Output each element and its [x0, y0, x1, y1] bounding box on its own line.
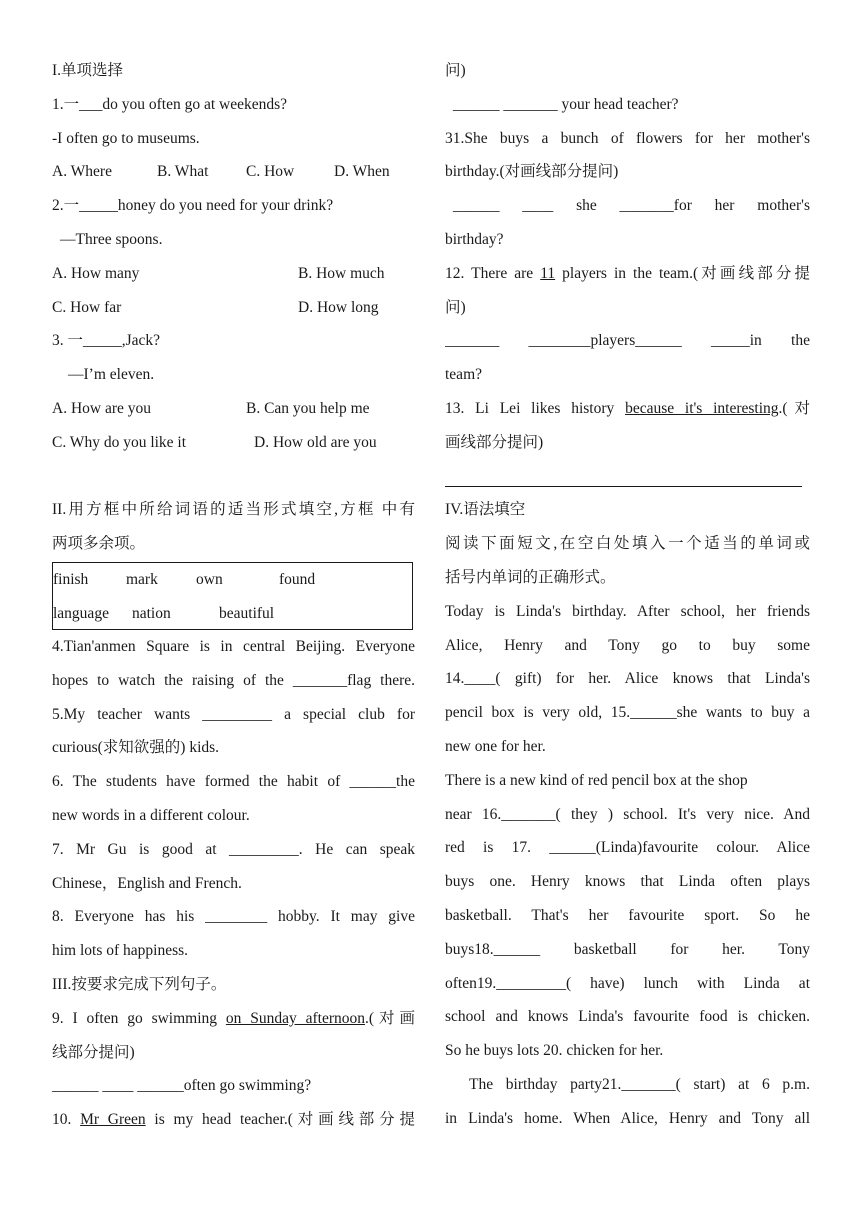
question-2-options-row-1 [52, 257, 415, 291]
section-4-intro-line-2: 括号内单词的正确形式。 [445, 568, 616, 586]
question-5-line-2: curious(求知欲强的) kids. [52, 739, 220, 757]
option-d: D. How long [298, 298, 379, 316]
passage-line: The birthday party21._______( start) at 6 p.m. [469, 1075, 810, 1093]
option-b: B. How much [298, 264, 385, 282]
word-language: language [53, 604, 109, 622]
passage-line: pencil box is very old, 15.______she wants to buy a [445, 704, 810, 722]
question-12-line-2: 问) [445, 298, 466, 316]
question-10-answer-line: ______ _______ your head teacher? [453, 95, 679, 113]
question-2-answer: —Three spoons. [60, 230, 163, 248]
question-31-line-2: birthday.(对画线部分提问) [445, 163, 619, 181]
section-4-title: IV.语法填空 [445, 501, 526, 519]
passage-line: 14.____( gift) for her. Alice knows that Linda's [445, 670, 810, 688]
question-31-line-1: 31.She buys a bunch of flowers for her mother's [445, 129, 810, 147]
question-3-options-row-1 [52, 392, 415, 426]
passage-line: So he buys lots 20. chicken for her. [445, 1042, 664, 1060]
passage-line: Today is Linda's birthday. After school, her friends [445, 602, 810, 620]
option-c: C. Why do you like it [52, 433, 187, 451]
question-7-line-2: Chinese，English and French. [52, 874, 242, 892]
question-13-line-2: 画线部分提问) [445, 433, 544, 451]
option-b: B. Can you help me [246, 399, 370, 417]
word-own: own [196, 570, 223, 588]
passage-line: basketball. That's her favourite sport. So he [445, 906, 810, 924]
section-1-title: I.单项选择 [52, 62, 124, 79]
section-3-title: III.按要求完成下列句子。 [52, 975, 227, 993]
underlined-phrase: on Sunday afternoon [225, 1009, 365, 1027]
left-column [52, 54, 415, 1137]
question-12-line-4: team? [445, 366, 483, 384]
passage-line: There is a new kind of red pencil box at the shop [445, 771, 748, 789]
passage-line: often19._________( have) lunch with Linda at [445, 974, 810, 992]
passage-line: buys18.______ basketball for her. Tony [445, 940, 810, 958]
option-d: D. How old are you [254, 433, 377, 451]
question-7-line-1: 7. Mr Gu is good at _________. He can speak [52, 840, 415, 858]
underlined-number: 11 [540, 264, 556, 282]
underlined-phrase: because it's interesting [625, 399, 779, 417]
option-a: A. How many [52, 264, 140, 282]
question-31-line-4: birthday? [445, 230, 504, 248]
question-10-line-2: 问) [445, 62, 466, 79]
word-mark: mark [126, 570, 158, 588]
passage-line: red is 17. ______(Linda)favourite colour. Alice [445, 839, 810, 857]
question-1-options [52, 155, 415, 189]
question-8-line-1: 8. Everyone has his ________ hobby. It may give [52, 908, 415, 926]
option-a: A. Where [52, 163, 112, 181]
question-9-line-1: 9. I often go swimming on Sunday afternoon.(对画 [52, 1009, 415, 1027]
question-9-line-2: 线部分提问) [52, 1043, 135, 1061]
underlined-phrase: Mr Green [80, 1111, 146, 1129]
section-2-title-line-1: II.用方框中所给词语的适当形式填空,方框 中有 [52, 501, 415, 519]
section-2-title-line-2: 两项多余项。 [52, 535, 146, 553]
question-8-line-2: him lots of happiness. [52, 942, 189, 960]
question-3: 3. 一_____,Jack? [52, 332, 161, 350]
option-d: D. When [334, 163, 390, 181]
passage-line: school and knows Linda's favourite food is chicken. [445, 1008, 810, 1026]
question-5-line-1: 5.My teacher wants _________ a special club for [52, 705, 415, 723]
word-box [52, 562, 413, 630]
passage-line: buys one. Henry knows that Linda often plays [445, 873, 810, 891]
passage-line: Alice, Henry and Tony go to buy some [445, 636, 810, 654]
word-found: found [279, 570, 316, 588]
question-1: 1.一___do you often go at weekends? [52, 95, 288, 113]
question-13-line-1: 13. Li Lei likes history because it's interesting.(对 [445, 399, 810, 417]
question-31-answer-line: ______ ____ she _______for her mother's [453, 197, 810, 215]
question-2: 2.一_____honey do you need for your drink? [52, 197, 334, 215]
option-b: B. What [157, 163, 209, 181]
option-a: A. How are you [52, 399, 152, 417]
option-c: C. How far [52, 298, 122, 316]
question-3-options-row-2 [52, 426, 415, 460]
question-6-line-1: 6. The students have formed the habit of ______the [52, 773, 415, 791]
word-nation: nation [132, 604, 171, 622]
question-2-options-row-2 [52, 291, 415, 325]
question-3-answer: —I’m eleven. [68, 366, 155, 384]
question-6-line-2: new words in a different colour. [52, 806, 250, 824]
question-12-line-1: 12. There are 11 players in the team.(对画线部分提 [445, 264, 810, 282]
question-4-line-1: 4.Tian'anmen Square is in central Beijing. Everyone [52, 637, 415, 655]
question-12-answer-line: _______ ________players______ _____in the [445, 332, 810, 350]
question-13-answer-line [445, 460, 810, 494]
passage-line: in Linda's home. When Alice, Henry and Tony all [445, 1109, 810, 1127]
option-c: C. How [246, 163, 295, 181]
question-1-answer: -I often go to museums. [52, 129, 200, 147]
right-column [445, 54, 810, 1136]
passage-line: near 16._______( they ) school. It's very nice. And [445, 805, 810, 823]
question-10-line-1: 10. Mr Green is my head teacher.(对画线部分提 [52, 1111, 415, 1129]
word-beautiful: beautiful [219, 604, 275, 622]
word-finish: finish [53, 570, 89, 588]
section-4-intro-line-1: 阅读下面短文,在空白处填入一个适当的单词或 [445, 535, 810, 553]
question-9-answer-line: ______ ____ ______often go swimming? [52, 1077, 312, 1095]
passage-line: new one for her. [445, 737, 546, 755]
question-4-line-2: hopes to watch the raising of the _______flag there. [52, 671, 415, 689]
